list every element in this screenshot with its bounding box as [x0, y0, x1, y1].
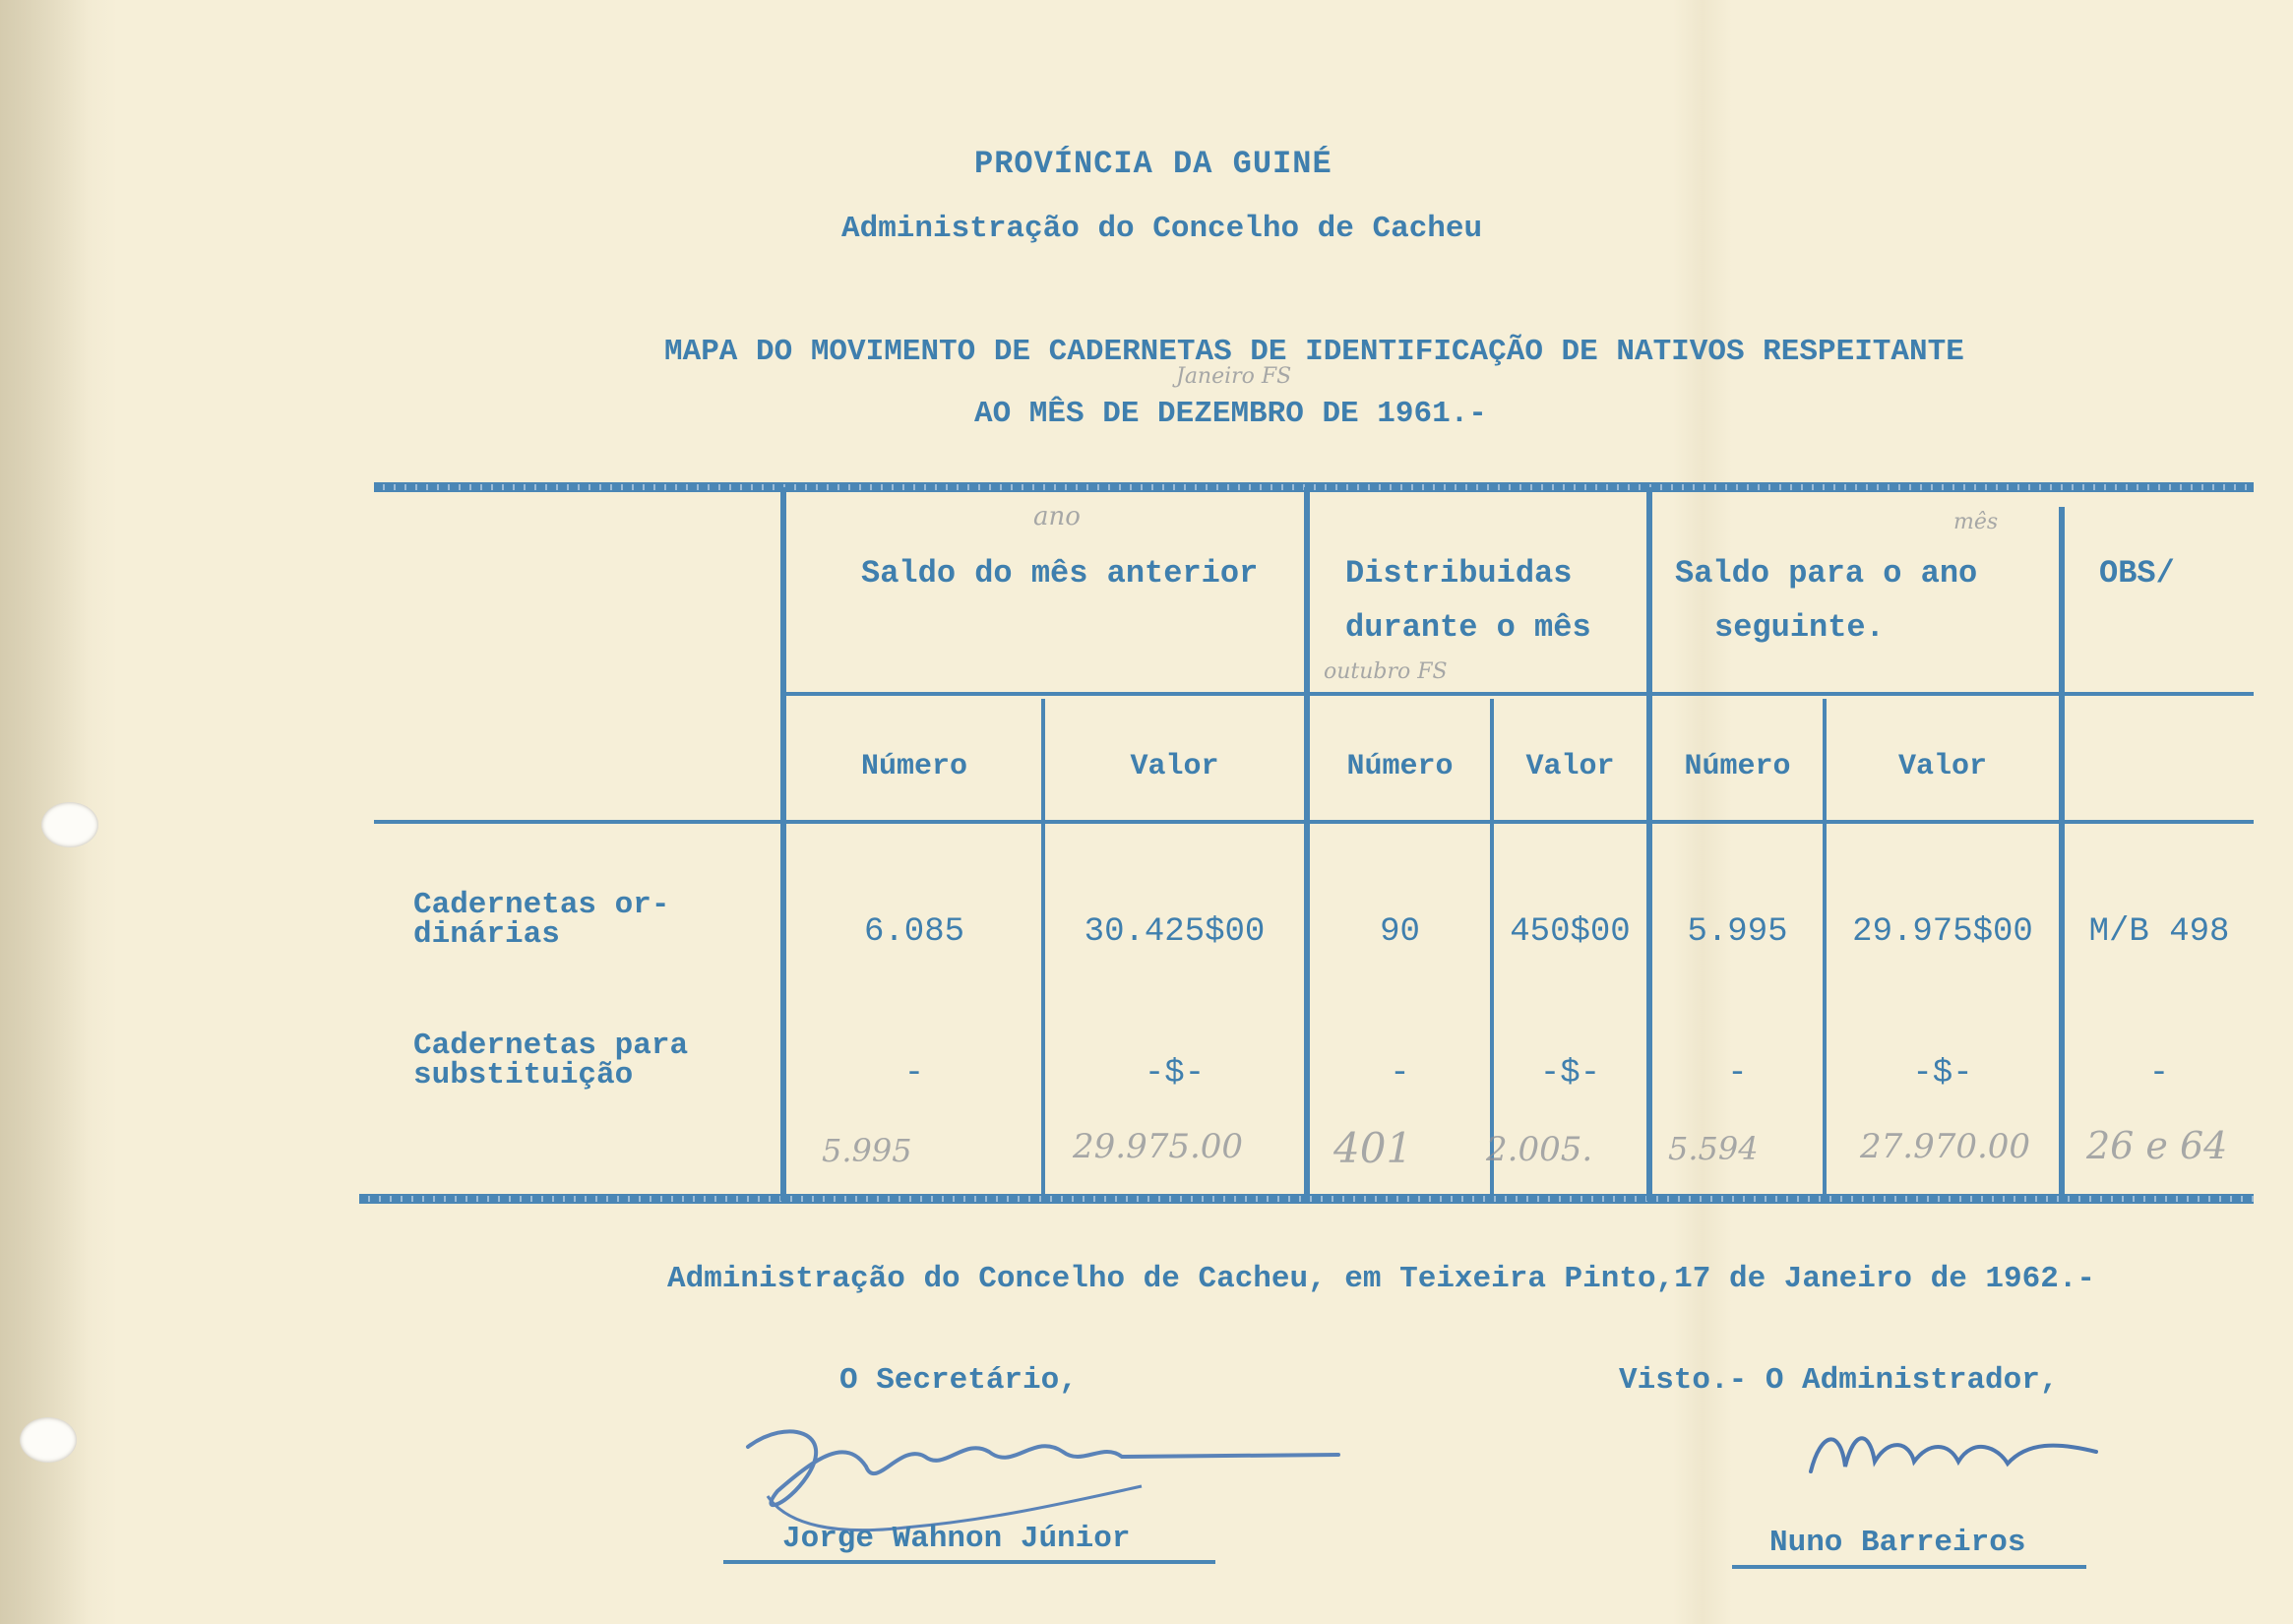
- cell-dist-valor: 450$00: [1510, 913, 1631, 951]
- cell-saldo-numero: -: [903, 1055, 925, 1093]
- cell-seg-numero: -: [1727, 1055, 1748, 1093]
- subheader-numero-1: Número: [860, 750, 968, 783]
- row-label-ordinarias-1: Cadernetas or-: [413, 888, 670, 922]
- handwritten-annotation-outubro: outubro FS: [1324, 659, 1448, 684]
- province-heading: PROVÍNCIA DA GUINÉ: [974, 146, 1332, 182]
- cell-seg-valor: -$-: [1912, 1055, 1973, 1093]
- document-title-line2: AO MÊS DE DEZEMBRO DE 1961.-: [974, 397, 1487, 431]
- secretary-name-underline: [723, 1560, 1215, 1564]
- row-label-substituicao-2: substituição: [413, 1058, 634, 1093]
- pencil-obs: 26 e 64: [2086, 1124, 2228, 1167]
- header-distribuidas-2: durante o mês: [1345, 609, 1591, 646]
- subheader-numero-3: Número: [1684, 750, 1791, 783]
- table-subheader-divider: [374, 820, 2254, 824]
- administrator-signature: [1801, 1412, 2116, 1501]
- row-label-ordinarias-2: dinárias: [413, 917, 560, 952]
- handwritten-annotation-janeiro: Janeiro FS: [1176, 364, 1292, 389]
- handwritten-annotation-ano: ano: [1033, 502, 1081, 531]
- cell-saldo-valor: -$-: [1144, 1055, 1206, 1093]
- subheader-valor-1: Valor: [1130, 750, 1219, 783]
- row-label-substituicao-1: Cadernetas para: [413, 1029, 689, 1063]
- header-saldo-anterior: Saldo do mês anterior: [861, 555, 1259, 592]
- punch-hole-upper: [41, 802, 98, 847]
- table-vline-2: [1304, 487, 1310, 1201]
- administrator-name: Nuno Barreiros: [1769, 1526, 2026, 1560]
- administration-heading: Administração do Concelho de Cacheu: [841, 212, 1483, 246]
- pencil-dist-numero: 401: [1333, 1124, 1413, 1172]
- place-date-line: Administração do Concelho de Cacheu, em Teixeira Pinto,17 de Janeiro de 1962.-: [667, 1262, 2096, 1296]
- header-obs: OBS/: [2099, 555, 2175, 592]
- secretary-title: O Secretário,: [839, 1363, 1078, 1398]
- header-saldo-seguinte-1: Saldo para o ano: [1675, 555, 1978, 592]
- cell-obs: -: [2148, 1055, 2170, 1093]
- cell-dist-numero: 90: [1380, 913, 1420, 951]
- cell-dist-valor: -$-: [1539, 1055, 1601, 1093]
- document-title-line1: MAPA DO MOVIMENTO DE CADERNETAS DE IDENTIFICAÇÃO DE NATIVOS RESPEITANTE: [664, 335, 1964, 369]
- table-header-divider: [783, 692, 2254, 696]
- cell-seg-numero: 5.995: [1687, 913, 1788, 951]
- cell-obs: M/B 498: [2088, 913, 2230, 951]
- pencil-saldo-valor: 29.975.00: [1073, 1127, 1244, 1166]
- pencil-saldo-numero: 5.995: [822, 1132, 912, 1169]
- cell-saldo-numero: 6.085: [863, 913, 965, 951]
- header-distribuidas-1: Distribuidas: [1345, 555, 1573, 592]
- subheader-numero-2: Número: [1346, 750, 1454, 783]
- cell-dist-numero: -: [1390, 1055, 1410, 1093]
- secretary-name: Jorge Wahnon Júnior: [782, 1522, 1131, 1556]
- header-saldo-seguinte-2: seguinte.: [1714, 609, 1885, 646]
- subheader-valor-3: Valor: [1897, 750, 1987, 783]
- pencil-dist-valor: 2.005.: [1486, 1130, 1593, 1169]
- subheader-valor-2: Valor: [1525, 750, 1615, 783]
- punch-hole-lower: [20, 1417, 77, 1463]
- cell-seg-valor: 29.975$00: [1852, 913, 2033, 951]
- table-top-rule: [374, 482, 2254, 492]
- table-vline-4: [2059, 507, 2065, 1201]
- administrator-name-underline: [1732, 1565, 2086, 1569]
- pencil-seg-numero: 5.594: [1668, 1130, 1759, 1167]
- administrator-title: Visto.- O Administrador,: [1619, 1363, 2059, 1398]
- handwritten-annotation-mes: mês: [1953, 510, 1999, 534]
- cell-saldo-valor: 30.425$00: [1084, 913, 1266, 951]
- table-vline-1: [780, 487, 786, 1201]
- pencil-seg-valor: 27.970.00: [1860, 1127, 2031, 1166]
- table-vline-3: [1646, 487, 1652, 1201]
